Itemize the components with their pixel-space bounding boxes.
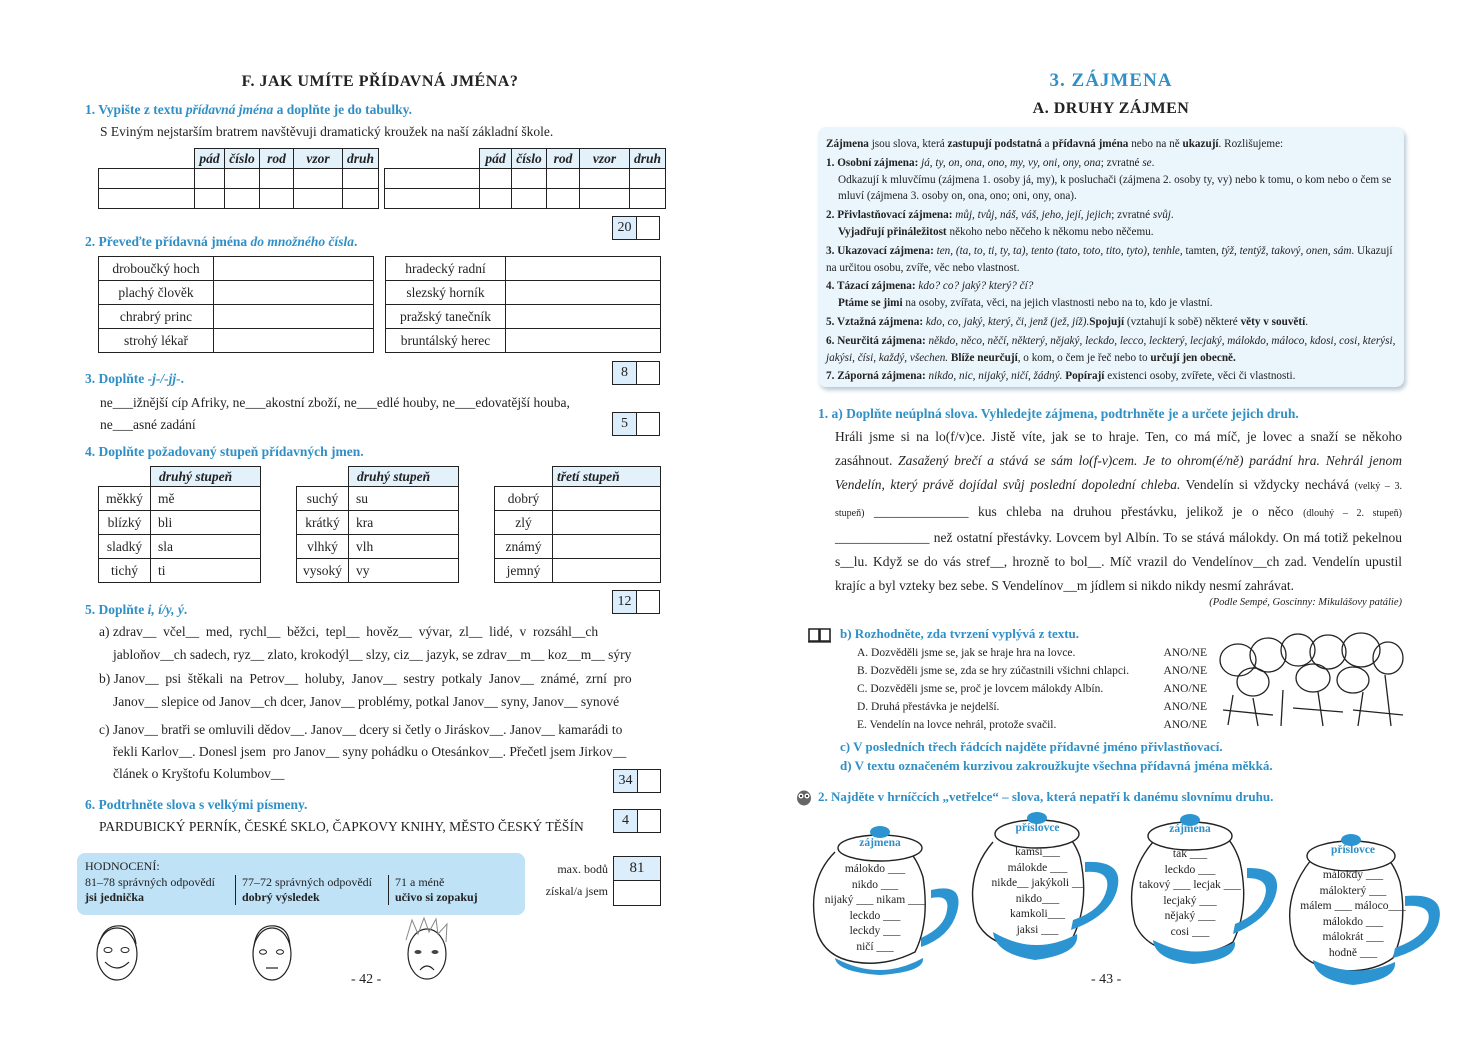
- book-icon: [808, 627, 832, 643]
- info-item-1: 1. Osobní zájmena: já, ty, on, ona, ono, my, vy, oni, ony, ona; zvratné se. Odkazují k mluvčímu (zájmena 1. osoby já, my), k posluchači (zájmena 2. osoby ty, vy) nebo k tomu, o kom nebo o čem se mluví (zájmena 3. osoby on, ona, ono; oni, ony, ona).: [826, 156, 1392, 203]
- story-text: Hráli jsme si na lo(f/v)ce. Jistě víte, jak se to hraje. Ten, co má míč, je lovec a snaží se někoho zasáhnout. Zasažený brečí a stává se sám lo(f-v)cem. Je to ohrom(é/ně) parádní hra. Nehrál jenom Vendelín, který právě dojídal svůj poslední dopolední chleba. Vendelín si vždycky nechává (velký – 3. stupeň) ______________ kus chleba na druhou přestávku, jelikož je o něco (dlouhý – 2. stupeň) ______________ než ostatní přestávky. Lovcem byl Albín. To se stává málokdy. On má totiž pekelnou s__lu. Když se do vás stref__, hrozně to bol__. Míč vrazil do Vendelínov__ch zad. Vendelín upustil krajíc a byl vzteky bez sebe. S Vendelínov__m jídlem si nikdo nikdy nesmí zahrávat.: [835, 429, 1403, 594]
- score-box-task5: 34: [613, 769, 661, 793]
- task5-b-line1: b) Janov__ psi štěkali na Petrov__ holuby, Janov__ sestry potkaly Janov__ známé, zrní pro: [99, 671, 632, 686]
- task6-heading: 6. Podtrhněte slova s velkými písmeny.: [85, 797, 308, 812]
- sad-face-icon: [402, 916, 452, 984]
- pot-label: příslovce: [1015, 822, 1060, 834]
- score-box-task2: 8: [612, 361, 660, 385]
- task2-table-left: droboučký hoch plachý člověk chrabrý princ strohý lékař: [98, 256, 374, 353]
- task3-line2: ne___asné zadání: [100, 417, 196, 432]
- score-box-task1: 20: [612, 216, 660, 240]
- answer-cell[interactable]: [385, 189, 480, 209]
- pot-words: málokdo ___ nikdo ___ nijaký ___ nikam ___ leckdo ___ leckdy ___ ničí ___: [824, 863, 926, 953]
- task5-a-line2: jabloňov__ch sadech, ryz__ zlato, krokodýl__ slzy, ciz__ jazyk, se zdrav__m__ koz__m__ sýry: [113, 647, 632, 662]
- pot-label: zájmena: [859, 837, 901, 849]
- max-points-label: max. bodů: [557, 862, 608, 876]
- earned-points-label: získal/a jsem: [545, 884, 608, 898]
- pronoun-types-infobox: [818, 127, 1404, 387]
- owl-icon: [796, 788, 812, 806]
- task4-heading: 4. Doplňte požadovaný stupeň přídavných jmen.: [85, 444, 364, 459]
- task1-heading: 1. Vypište z textu přídavná jména a doplňte je do tabulky.: [85, 102, 413, 117]
- pot-label: příslovce: [1330, 844, 1376, 856]
- info-item-5: 5. Vztažná zájmena: kdo, co, jaký, který, či, jenž (jež, jíž).Spojují (vztahují k sobě) některé věty v souvětí.: [826, 315, 1309, 328]
- task1c-heading: c) V posledních třech řádcích najděte přídavné jméno přivlastňovací.: [840, 739, 1223, 754]
- task5-c-line3: článek o Kryštofu Kolumbov__: [113, 766, 285, 781]
- eval-level-1: 81–78 správných odpovědí jsi jednička: [85, 875, 215, 904]
- task4-table-2: druhý stupeň suchý su krátký kra vlhký vlh vysoký vy: [296, 466, 459, 583]
- earned-points-input[interactable]: [614, 881, 660, 904]
- info-item-2: 2. Přivlastňovací zájmena: můj, tvůj, náš, váš, jeho, její, jejich; zvratné svůj. Vyjadřují přináležitost někoho nebo něčeho k někomu nebo něčemu.: [826, 209, 1174, 238]
- statement-row: C. Dozvěděli jsme se, proč je lovcem málokdy Albín. ANO/NE: [857, 680, 1207, 698]
- answer-cell[interactable]: [99, 169, 195, 189]
- task3-line1: ne___ižnější cíp Afriky, ne___akostní zboží, ne___edlé houby, ne___edovatější houba,: [100, 395, 570, 410]
- info-item-4: 4. Tázací zájmena: kdo? co? jaký? který? čí? Ptáme se jimi na osoby, zvířata, věci, na jejich vlastnosti nebo na to, kdo je vlastní.: [826, 280, 1213, 310]
- pot-label: zájmena: [1169, 823, 1211, 835]
- statement-row: A. Dozvěděli jsme se, jak se hraje hra na lovce. ANO/NE: [857, 644, 1207, 662]
- page-number: - 42 -: [351, 972, 382, 987]
- yes-no-choice[interactable]: ANO/NE: [1163, 683, 1207, 695]
- task5-c-line1: c) Janov__ bratři se omluvili dědov__. Janov__ dcery si četly o Jiráskov__. Janov__ kamarádi to: [99, 722, 623, 737]
- yes-no-choice[interactable]: ANO/NE: [1163, 647, 1207, 659]
- statement-row: D. Druhá přestávka je nejdelší. ANO/NE: [857, 698, 1207, 716]
- task6-text: PARDUBICKÝ PERNÍK, ČESKÉ SKLO, ČAPKOVY KNIHY, MĚSTO ČESKÝ TĚŠÍN: [99, 819, 584, 834]
- task5-c-line2: řekli Karlov__. Donesl jsem pro Janov__ syny pohádku o Otesánkov__. Přečetl jsem Jirkov__: [113, 744, 627, 759]
- eval-level-3: 71 a méně učivo si zopakuj: [388, 875, 484, 905]
- task2-heading: 2. Najděte v hrníčcích „vetřelce“ – slova, která nepatří k danému slovnímu druhu.: [818, 789, 1274, 804]
- blank-line[interactable]: ______________: [873, 503, 969, 519]
- statement-row: E. Vendelín na lovce nehrál, protože svačil. ANO/NE: [857, 716, 1207, 734]
- chapter-title: 3. ZÁJMENA: [1049, 70, 1173, 91]
- neutral-face-icon: [247, 918, 297, 984]
- pot-3: [1125, 812, 1285, 972]
- task5-heading: 5. Doplňte i, í/y, ý.: [85, 602, 188, 617]
- task5-b-line2: Janov__ slepice od Janov__ch dcer, Janov__ problémy, potkal Janov__ syny, Janov__ synové: [113, 694, 620, 709]
- yes-no-choice[interactable]: ANO/NE: [1163, 719, 1207, 731]
- evaluation-box: [77, 853, 525, 915]
- info-item-7: 7. Záporná zájmena: nikdo, nic, nijaký, ničí, žádný. Popírají existenci osoby, zvířete, věci či vlastnosti.: [826, 370, 1296, 383]
- max-points-value: 81: [614, 857, 660, 881]
- task2-table-right: hradecký radní slezský horník pražský tanečník bruntálský herec: [385, 256, 661, 353]
- task1-table-right: pád číslo rod vzor druh: [384, 148, 666, 209]
- points-box: [613, 856, 661, 906]
- true-false-list: [857, 644, 1207, 734]
- happy-face-icon: [92, 918, 142, 984]
- yes-no-choice[interactable]: ANO/NE: [1163, 701, 1207, 713]
- answer-cell[interactable]: [99, 189, 195, 209]
- task1b-heading: b) Rozhodněte, zda tvrzení vyplývá z textu.: [840, 626, 1080, 641]
- yes-no-choice[interactable]: ANO/NE: [1163, 665, 1207, 677]
- statement-row: B. Dozvěděli jsme se, zda se hry zúčastnili všichni chlapci. ANO/NE: [857, 662, 1207, 680]
- info-item-3: 3. Ukazovací zájmena: ten, (ta, to, ti, ty, ta), tento (tato, toto, tito, tyto), tenhle, tamten, týž, tentýž, takový, onen, sám. Ukazují na určitou osobu, zvíře, věc nebo vlastnost.: [826, 244, 1393, 274]
- pot-words: kamsi___ málokde ___ nikde__ jakýkoli __ nikdo___ kamkoli___ jaksi ___: [991, 846, 1084, 936]
- pot-2: [965, 812, 1125, 967]
- eval-level-2: 77–72 správných odpovědí dobrý výsledek: [235, 875, 388, 905]
- task3-heading: 3. Doplňte -j-/-jj-.: [85, 371, 185, 386]
- score-box-task3: 5: [612, 412, 660, 436]
- children-illustration-icon: [1213, 620, 1408, 730]
- task1-sentence: S Eviným nejstarším bratrem navštěvuji dramatický kroužek na naší základní škole.: [100, 124, 554, 139]
- task4-table-3: třetí stupeň dobrý zlý známý jemný: [494, 466, 661, 583]
- page-number: - 43 -: [1091, 972, 1122, 987]
- blank-line[interactable]: ______________: [835, 529, 930, 545]
- evaluation-title: HODNOCENÍ:: [85, 859, 160, 873]
- answer-cell[interactable]: [385, 169, 480, 189]
- info-intro: Zájmena jsou slova, která zastupují podstatná a přídavná jména nebo na ně ukazují. Rozlišujeme:: [826, 138, 1284, 150]
- task1d-heading: d) V textu označeném kurzivou zakroužkujte všechna přídavná jména měkká.: [840, 758, 1273, 773]
- task1-table-left: pád číslo rod vzor druh: [98, 148, 379, 209]
- task5-a-line1: a) zdrav__ včel__ med, rychl__ běžci, tepl__ hověz__ vývar, zl__ lidé, v rozsáhl__ch: [99, 624, 599, 639]
- pot-words: málokdy ___ málokterý ___ málem ___ máloco___ málokdo ___ málokrát ___ hodně ___: [1300, 869, 1406, 959]
- pot-1: [805, 822, 965, 977]
- page-title: A. DRUHY ZÁJMEN: [1032, 100, 1190, 117]
- info-item-6: 6. Neurčitá zájmena: někdo, něco, něčí, některý, nějaký, leckdo, lecco, leckterý, lecjaký, málokdo, máloco, kdosi, cosi, kterýsi, jakýsi, čísi, každý, všechen. Blíže neurčují, o kom, o čem je řeč nebo to určují jen obecně.: [826, 334, 1396, 364]
- task4-table-1: druhý stupeň měkký mě blízký bli sladký sla tichý ti: [98, 466, 261, 583]
- task1a-heading: 1. a) Doplňte neúplná slova. Vyhledejte zájmena, podtrhněte je a určete jejich druh.: [818, 406, 1299, 421]
- score-box-task4: 12: [612, 590, 660, 614]
- pot-words: tak ___ leckdo ___ takový ___ lecjak ___ lecjaký ___ nějaký ___ cosi ___: [1139, 848, 1241, 938]
- score-box-task6: 4: [613, 809, 661, 833]
- task2-heading: 2. Převeďte přídavná jména do množného čísla.: [85, 234, 358, 249]
- pot-4: [1283, 830, 1453, 990]
- page-title: F. JAK UMÍTE PŘÍDAVNÁ JMÉNA?: [241, 73, 519, 90]
- story-source: (Podle Sempé, Goscinny: Mikulášovy patálie): [1209, 597, 1402, 608]
